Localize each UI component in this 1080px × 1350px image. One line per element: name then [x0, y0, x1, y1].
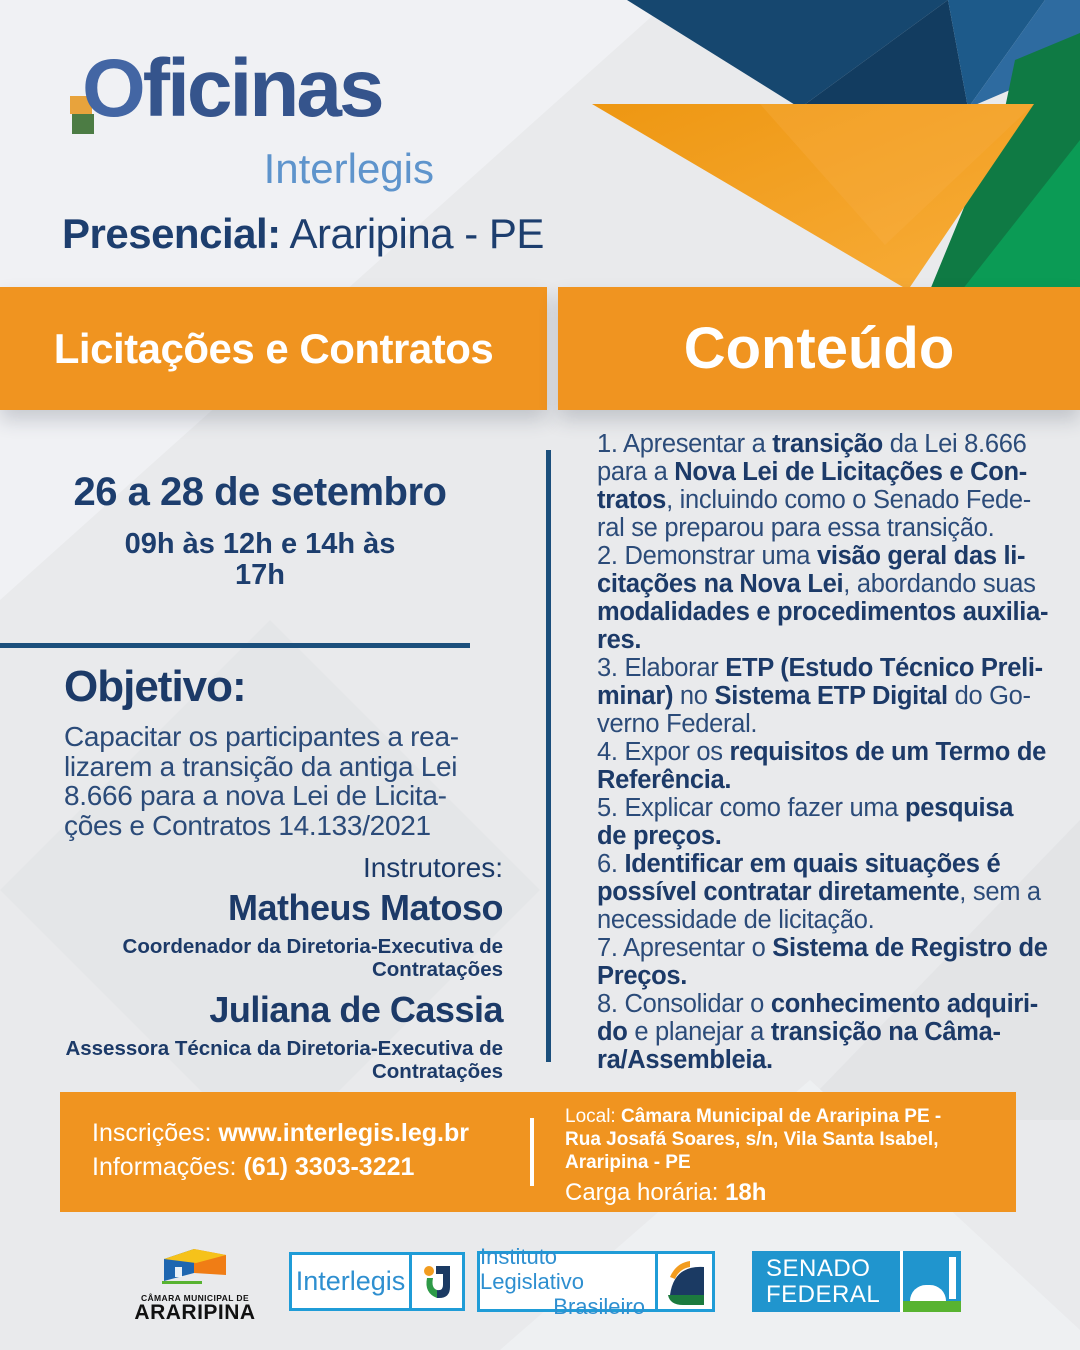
logo-camara-araripina: [133, 1243, 257, 1323]
footer-bar-divider: [530, 1118, 534, 1186]
ilb-dome-icon: [658, 1254, 712, 1309]
vertical-divider: [546, 450, 551, 1062]
banner-content-title: Conteúdo: [558, 287, 1080, 410]
congress-building-icon: [903, 1251, 961, 1312]
information-line: Informações: (61) 3303-3221: [92, 1153, 415, 1181]
mode-label: Presencial:: [62, 210, 281, 257]
logo-interlegis: [289, 1252, 465, 1311]
building-icon: [160, 1243, 230, 1287]
mode-location: Araripina - PE: [280, 210, 544, 257]
footer-info-bar: [60, 1092, 1016, 1212]
horizontal-divider: [0, 643, 470, 648]
inscriptions-line: Inscrições: www.interlegis.leg.br: [92, 1119, 469, 1147]
banner-course-title: Licitações e Contratos: [0, 287, 547, 410]
instructors-block: [0, 852, 503, 1083]
brand-title: Oficinas: [82, 43, 382, 134]
logo-senado-line2: FEDERAL: [766, 1281, 881, 1308]
instructor-role: Coordenador da Diretoria-Executiva de Contratações: [122, 935, 503, 981]
event-dates: 26 a 28 de setembro: [73, 470, 447, 514]
inscriptions-url: www.interlegis.leg.br: [218, 1119, 469, 1147]
logo-araripina-line1: CÂMARA MUNICIPAL DE: [140, 1293, 250, 1303]
logo-ilb-line2: Brasileiro: [553, 1294, 645, 1319]
venue-address: Local: Câmara Municipal de Araripina PE - Rua Josafá Soares, s/n, Vila Santa Isabel, Araripina - PE: [565, 1106, 942, 1173]
content-topic-list: 1. Apresentar a transição da Lei 8.666 para a Nova Lei de Licitações e Con- tratos, incluindo como o Senado Fede- ral se preparou para essa transição. 2. Demonstrar uma visão geral das li- citações na Nova Lei, abordando suas modalidades e procedimentos auxilia- res. 3. Elaborar ETP (Estudo Técnico Preli- minar) no Sistema ETP Digital do Go- verno Federal. 4. Expor os requisitos de um Termo de Referência. 5. Explicar como fazer uma pesquisa de preços. 6. Identificar em quais situações é possível contratar diretamente, sem a necessidade de licitação. 7. Apresentar o Sistema de Registro de Preços. 8. Consolidar o conhecimento adquiri- do e planejar a transição na Câma- ra/Assembleia.: [597, 430, 1049, 1074]
workload-line: Carga horária: 18h: [565, 1179, 767, 1206]
venue-block: [565, 1105, 941, 1207]
contact-block: [92, 1116, 469, 1184]
schedule-block: [40, 470, 480, 591]
logo-senado-federal: [752, 1251, 961, 1312]
information-phone: (61) 3303-3221: [243, 1153, 415, 1181]
logo-senado-line1: SENADO: [766, 1255, 871, 1282]
instructor-name: Juliana de Cassia: [209, 989, 503, 1030]
brand-subtitle: Interlegis: [263, 145, 434, 192]
logo-interlegis-label: Interlegis: [295, 1266, 406, 1296]
objective-text: Capacitar os participantes a rea- lizarem a transição da antiga Lei 8.666 para a nova Lei de Licita- ções e Contratos 14.133/2021: [64, 721, 459, 841]
objective-heading: Objetivo:: [64, 662, 246, 711]
logo-ilb-line1: Instituto Legislativo: [480, 1244, 584, 1294]
instructors-heading: Instrutores:: [362, 852, 503, 883]
instructor-role: Assessora Técnica da Diretoria-Executiva de Contratações: [65, 1037, 503, 1083]
event-times: 09h às 12h e 14h às 17h: [124, 528, 396, 591]
interlegis-mark-icon: [412, 1255, 462, 1308]
logo-instituto-legislativo: [477, 1244, 715, 1319]
instructor-name: Matheus Matoso: [227, 887, 503, 928]
event-mode-line: [62, 210, 544, 258]
logo-araripina-line2: ARARIPINA: [134, 1301, 256, 1324]
